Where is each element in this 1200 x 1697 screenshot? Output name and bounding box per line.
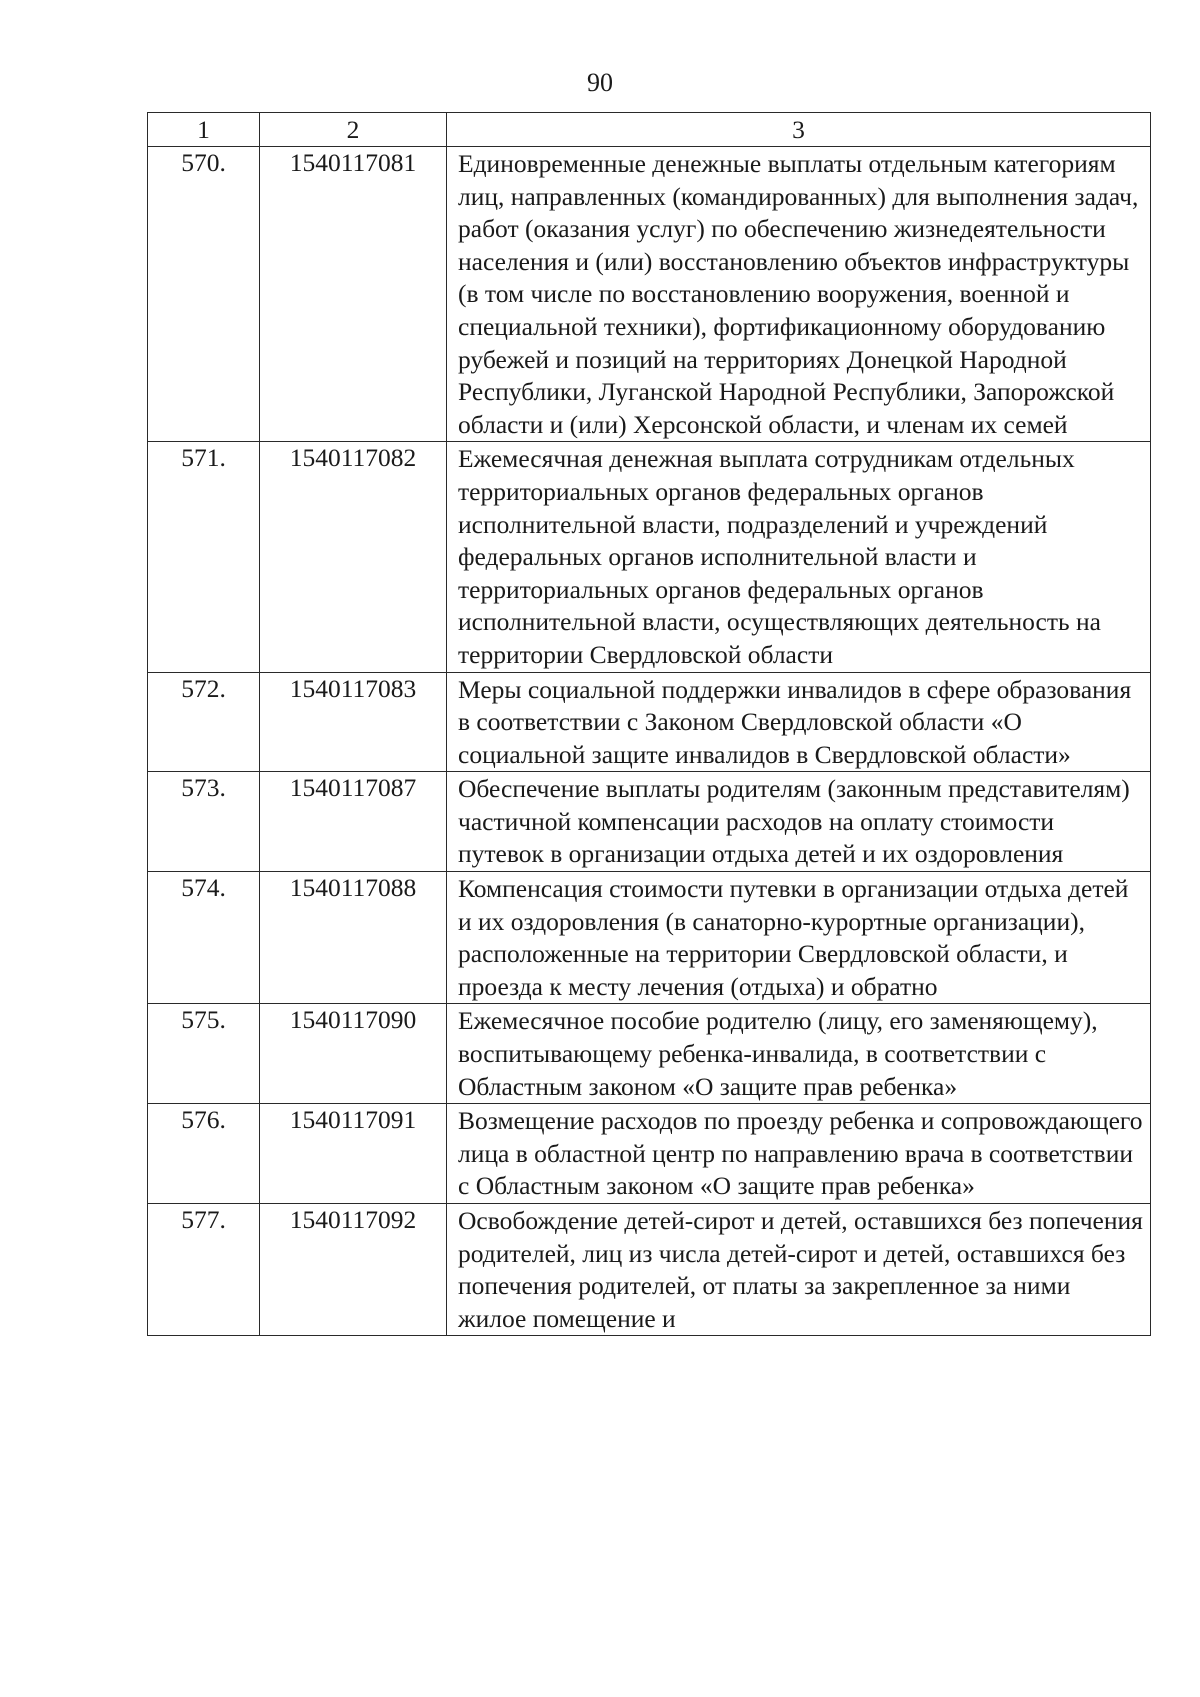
row-code: 1540117082 [260,442,447,672]
row-number: 574. [148,872,260,1004]
row-code: 1540117087 [260,772,447,872]
table-row [148,772,1151,872]
row-code: 1540117091 [260,1104,447,1204]
table-header-row [148,113,1151,147]
row-number: 577. [148,1204,260,1336]
row-code: 1540117081 [260,147,447,442]
row-code: 1540117090 [260,1004,447,1104]
column-header-code: 2 [260,113,447,147]
budget-code-table [147,112,1151,1336]
table-row [148,872,1151,1004]
row-description: Ежемесячная денежная выплата сотрудникам отдельных территориальных органов федеральных органов исполнительной власти, подразделений и учреждений федеральных органов исполнительной власти и территориальных органов федеральных органов исполнительной власти, осуществляющих деятельность на территории Свердловской области [447,442,1151,672]
table-row [148,1004,1151,1104]
table-row [148,1204,1151,1336]
row-description: Возмещение расходов по проезду ребенка и сопровождающего лица в областной центр по направлению врача в соответствии с Областным законом «О защите прав ребенка» [447,1104,1151,1204]
row-description: Компенсация стоимости путевки в организации отдыха детей и их оздоровления (в санаторно-курортные организации), расположенные на территории Свердловской области, и проезда к месту лечения (отдыха) и обратно [447,872,1151,1004]
row-description: Освобождение детей-сирот и детей, оставшихся без попечения родителей, лиц из числа детей-сирот и детей, оставшихся без попечения родителей, от платы за закрепленное за ними жилое помещение и [447,1204,1151,1336]
row-number: 573. [148,772,260,872]
row-number: 575. [148,1004,260,1104]
row-description: Меры социальной поддержки инвалидов в сфере образования в соответствии с Законом Свердловской области «О социальной защите инвалидов в Свердловской области» [447,672,1151,772]
row-description: Единовременные денежные выплаты отдельным категориям лиц, направленных (командированных) для выполнения задач, работ (оказания услуг) по обеспечению жизнедеятельности населения и (или) восстановлению объектов инфраструктуры (в том числе по восстановлению вооружения, военной и специальной техники), фортификационному оборудованию рубежей и позиций на территориях Донецкой Народной Республики, Луганской Народной Республики, Запорожской области и (или) Херсонской области, и членам их семей [447,147,1151,442]
row-number: 570. [148,147,260,442]
table-row [148,1104,1151,1204]
row-description: Обеспечение выплаты родителям (законным представителям) частичной компенсации расходов на оплату стоимости путевок в организации отдыха детей и их оздоровления [447,772,1151,872]
row-code: 1540117083 [260,672,447,772]
table-row [148,442,1151,672]
table-row [148,672,1151,772]
row-number: 576. [148,1104,260,1204]
row-description: Ежемесячное пособие родителю (лицу, его заменяющему), воспитывающему ребенка-инвалида, в соответствии с Областным законом «О защите прав ребенка» [447,1004,1151,1104]
column-header-description: 3 [447,113,1151,147]
row-number: 571. [148,442,260,672]
column-header-number: 1 [148,113,260,147]
row-code: 1540117092 [260,1204,447,1336]
row-number: 572. [148,672,260,772]
table-row [148,147,1151,442]
page-number: 90 [587,68,613,97]
row-code: 1540117088 [260,872,447,1004]
